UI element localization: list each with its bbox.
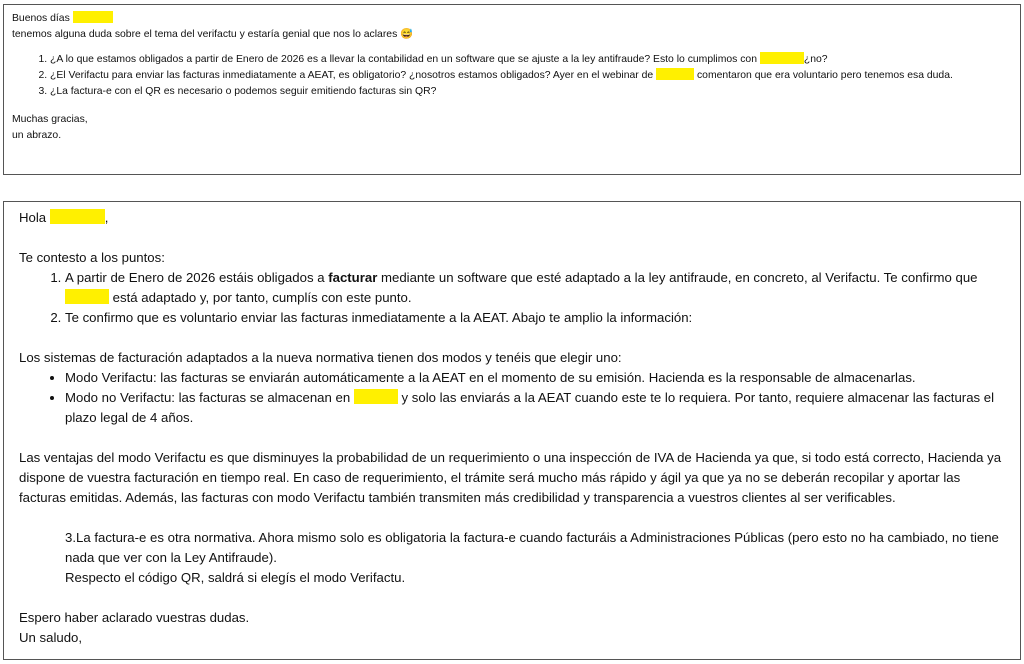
answer-intro: Te contesto a los puntos: [19,250,165,265]
answer-email [3,201,1021,660]
question-closing: un abrazo. [12,130,62,141]
answer-closing: Espero haber aclarado vuestras dudas. [19,610,250,625]
qr-note: Respecto el código QR, saldrá si elegís el modo Verifactu. [65,570,406,585]
answer-closing: Un saludo, [19,630,83,645]
question-email [3,4,1021,175]
redacted-company [656,68,694,80]
redacted-software [65,289,109,304]
answer-item-3: 3.La factura-e es otra normativa. Ahora mismo solo es obligatoria la factura-e cuando facturáis a Administraciones Públicas (pero esto no ha cambiado, no tiene nada que ver con la Ley Antifraude). [65,530,999,565]
question-greeting: Buenos días [12,11,1012,27]
question-item: 1. ¿A lo que estamos obligados a partir de Enero de 2026 es a llevar la contabilidad en un software que se ajuste a la ley antifraude? Esto lo cumplimos con ¿no? [50,52,1012,68]
advantages-paragraph: Las ventajas del modo Verifactu es que disminuyes la probabilidad de un requerimiento o una inspección de IVA de Hacienda ya que, si todo está correcto, Hacienda ya dispone de vuestra facturación en tiempo real. En caso de requerimiento, el trámite será mucho más rápido y ágil ya que ya no se deberán recopilar y aportar las facturas emitidas. Además, las facturas con modo Verifactu también transmiten más credibilidad y transparencia a vuestros clientes al ser verificables. [19,450,1002,505]
question-item: 2. ¿El Verifactu para enviar las facturas inmediatamente a AEAT, es obligatorio? ¿nosotros estamos obligados? Ayer en el webinar de comentaron que era voluntario pero tenemos esa duda. [50,68,1012,84]
answer-list [19,268,1005,328]
question-list [12,52,1012,100]
mode-item: • Modo no Verifactu: las facturas se almacenan en y solo las enviarás a la AEAT cuando este te lo requiera. Por tanto, requiere almacenar las facturas el plazo legal de 4 años. [65,388,1005,428]
redacted-software [760,52,804,64]
redacted-software [354,389,398,404]
modes-list [19,368,1005,428]
question-closing: Muchas gracias, [12,114,88,125]
mode-item: • Modo Verifactu: las facturas se enviarán automáticamente a la AEAT en el momento de su emisión. Hacienda es la responsable de almacenarlas. [65,368,1005,388]
answer-greeting: Hola , [19,210,109,225]
systems-intro: Los sistemas de facturación adaptados a la nueva normativa tienen dos modos y tenéis que elegir uno: [19,350,622,365]
redacted-name [73,11,113,23]
answer-item: 1. A partir de Enero de 2026 estáis obligados a facturar mediante un software que esté adaptado a la ley antifraude, en concreto, al Verifactu. Te confirmo que está adaptado y, por tanto, cumplís con este punto. [65,268,1005,308]
question-item: 3. ¿La factura-e con el QR es necesario o podemos seguir emitiendo facturas sin QR? [50,84,1012,100]
redacted-name [50,209,105,224]
question-intro: tenemos alguna duda sobre el tema del verifactu y estaría genial que nos lo aclares 😅 [12,29,414,40]
answer-item: 2. Te confirmo que es voluntario enviar las facturas inmediatamente a la AEAT. Abajo te amplio la información: [65,308,1005,328]
